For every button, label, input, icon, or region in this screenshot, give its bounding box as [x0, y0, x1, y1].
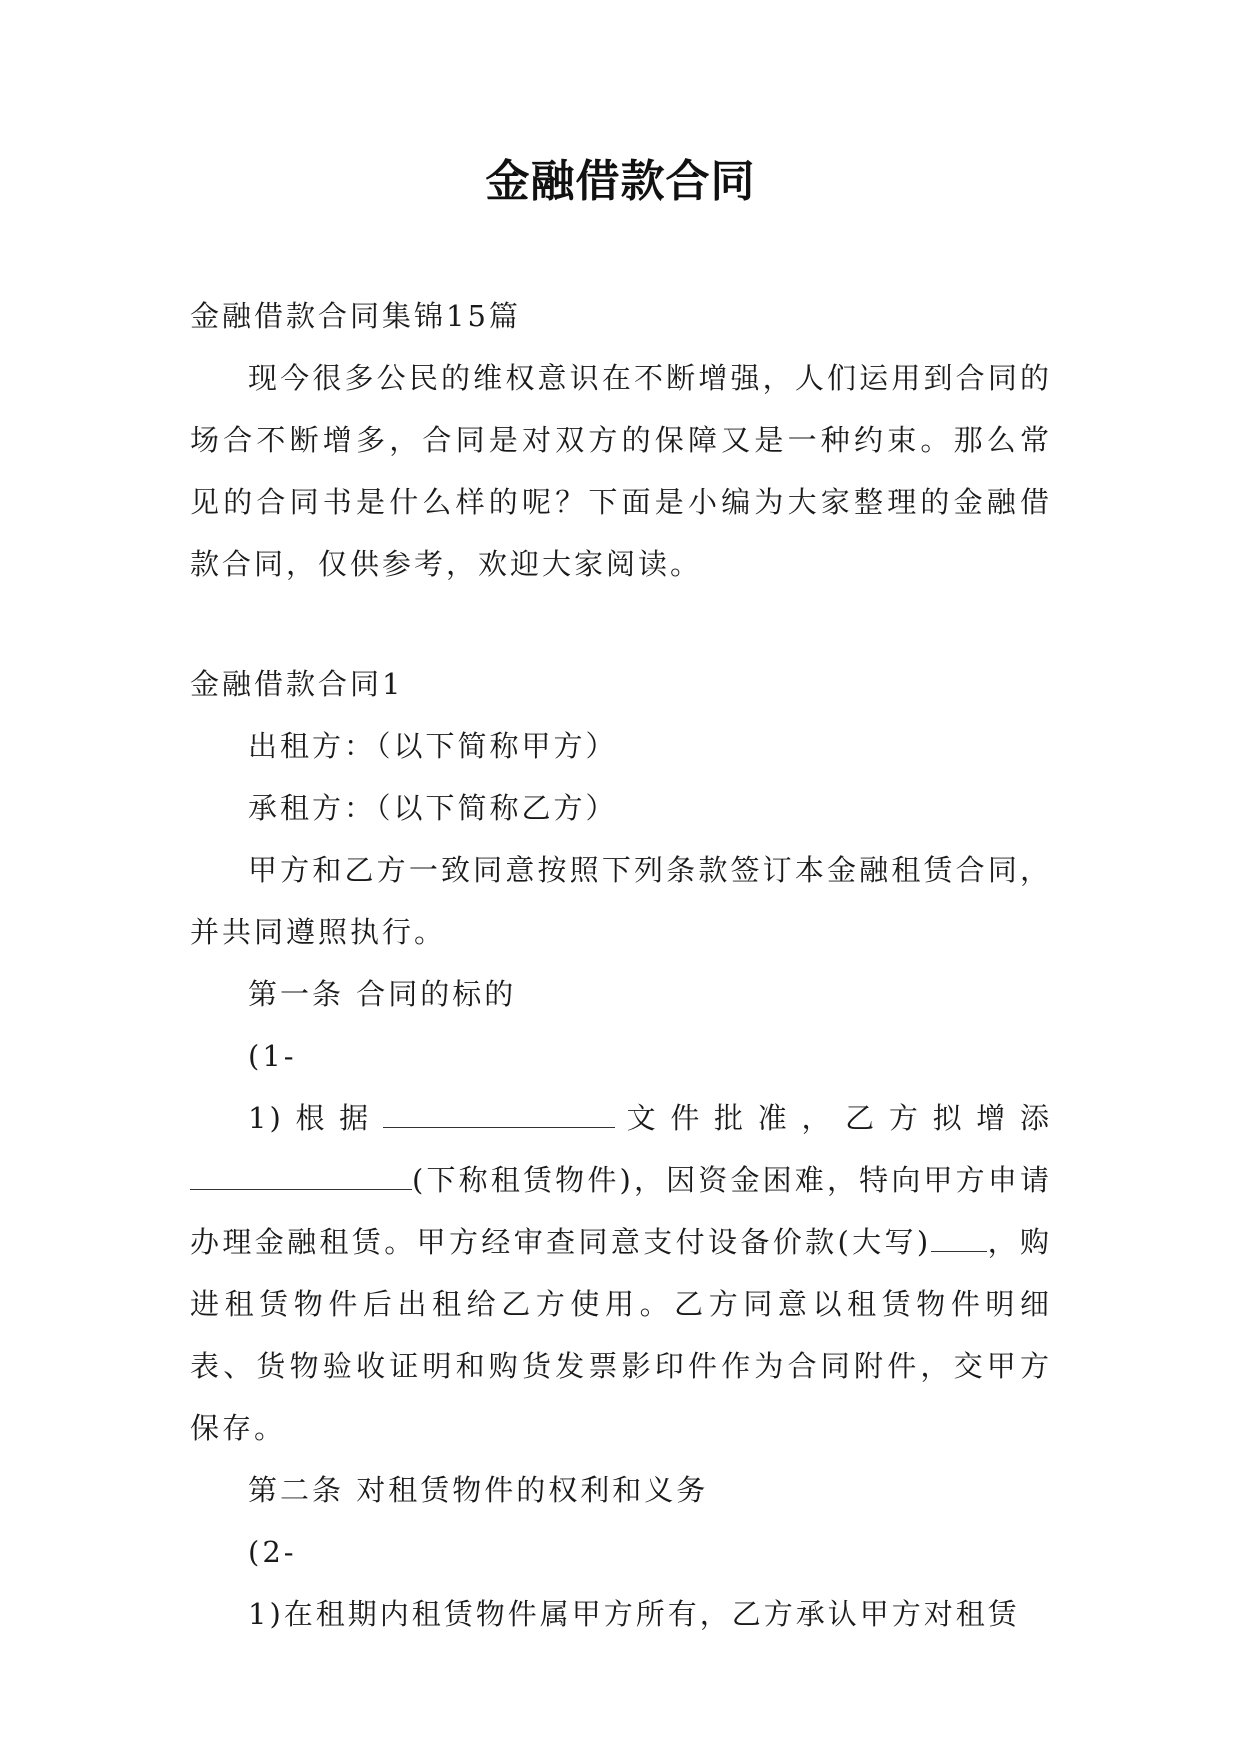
article-1-heading: 第一条 合同的标的 — [248, 977, 517, 1011]
lessor-line: 出租方：（以下简称甲方） — [248, 729, 618, 763]
collection-subtitle: 金融借款合同集锦15篇 — [190, 299, 521, 333]
fill-in-blank — [931, 1225, 987, 1252]
clause-text: (下称租赁物件)，因资金困难，特向甲方申请办理金融租赁。甲方经审查同意支付设备价款(大写) — [190, 1163, 1052, 1259]
article-1-clause-1 — [190, 1087, 1052, 1459]
clause-text: 1)根据 — [248, 1101, 383, 1135]
article-2-number: (2- — [248, 1535, 297, 1569]
lessee-line: 承租方：（以下简称乙方） — [248, 791, 618, 825]
agreement-paragraph: 甲方和乙方一致同意按照下列条款签订本金融租赁合同，并共同遵照执行。 — [190, 853, 1052, 949]
article-2-clause-1: 1)在租期内租赁物件属甲方所有，乙方承认甲方对租赁 — [248, 1597, 1020, 1631]
document-body — [190, 285, 1052, 1645]
document-title: 金融借款合同 — [485, 156, 756, 207]
paragraph-spacer — [190, 595, 1052, 653]
article-1-number: (1- — [248, 1039, 297, 1073]
fill-in-blank — [383, 1101, 615, 1128]
clause-text: ，购进租赁物件后出租给乙方使用。乙方同意以租赁物件明细表、货物验收证明和购货发票影印件作为合同附件，交甲方保存。 — [190, 1225, 1052, 1445]
article-2-heading: 第二条 对租赁物件的权利和义务 — [248, 1473, 709, 1507]
intro-paragraph: 现今很多公民的维权意识在不断增强，人们运用到合同的场合不断增多，合同是对双方的保障又是一种约束。那么常见的合同书是什么样的呢？下面是小编为大家整理的金融借款合同，仅供参考，欢迎大家阅读。 — [190, 361, 1052, 581]
fill-in-blank — [190, 1163, 412, 1190]
clause-text: 文件批准，乙方拟增添 — [614, 1101, 1052, 1135]
section-heading: 金融借款合同1 — [190, 667, 404, 701]
